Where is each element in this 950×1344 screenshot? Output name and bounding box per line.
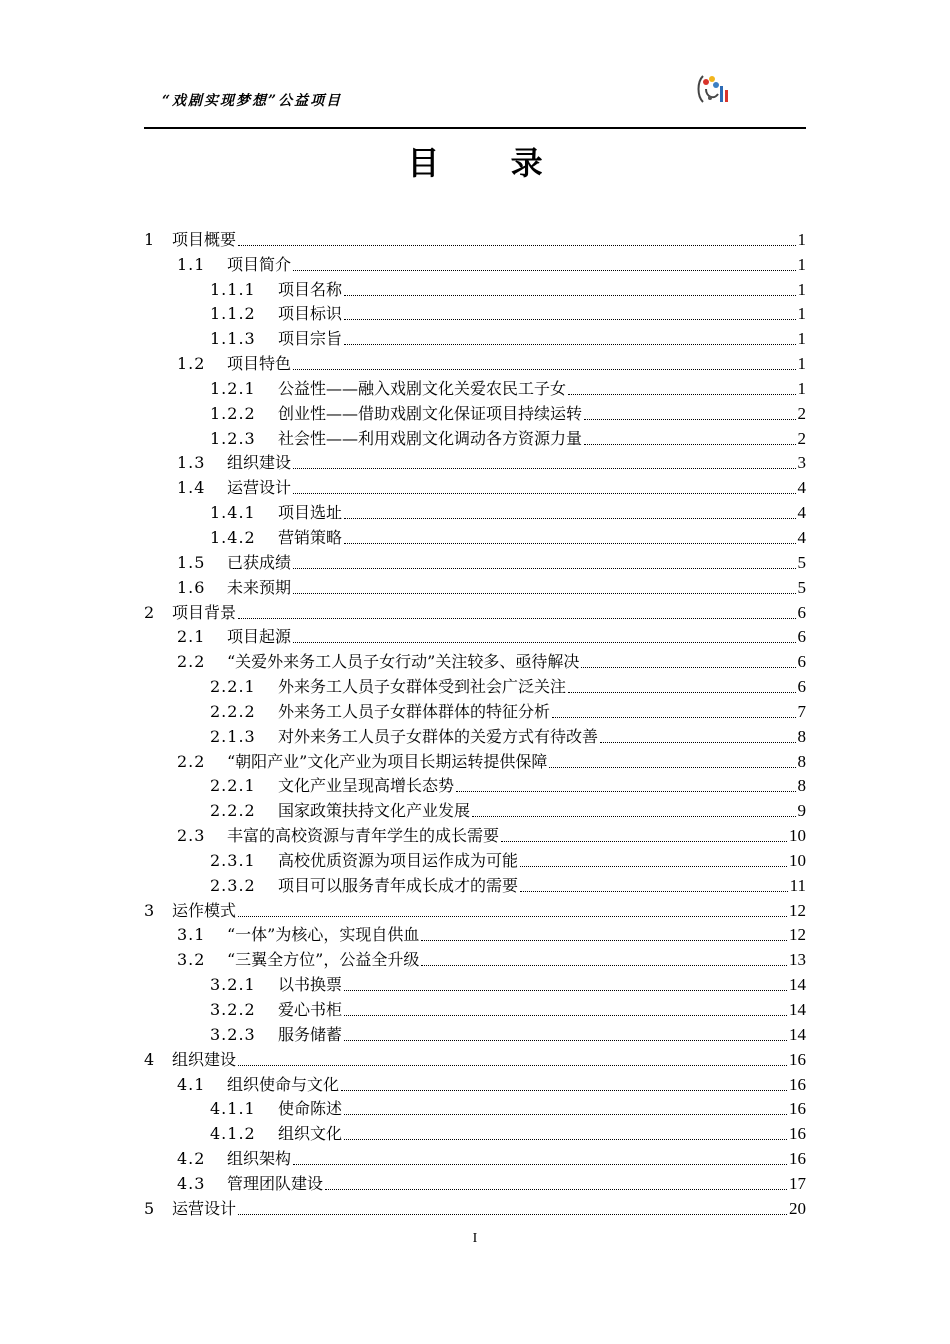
toc-dot-leader xyxy=(552,717,795,718)
toc-entry-page: 4 xyxy=(797,503,806,523)
toc-entry[interactable] xyxy=(144,351,806,376)
toc-entry-title[interactable]: 项目概要 xyxy=(172,229,237,249)
toc-entry[interactable] xyxy=(144,1146,806,1171)
toc-entry-number: 4.1.1 xyxy=(210,1099,256,1119)
toc-entry-title[interactable]: 已获成绩 xyxy=(227,552,292,572)
toc-entry[interactable] xyxy=(144,277,806,302)
toc-entry-page: 17 xyxy=(789,1173,806,1193)
toc-entry-title[interactable]: 项目名称 xyxy=(278,279,343,299)
toc-dot-leader xyxy=(520,891,788,892)
toc-entry-page: 1 xyxy=(797,354,806,374)
toc-entry[interactable] xyxy=(144,699,806,724)
toc-entry-number: 3 xyxy=(144,900,156,920)
toc-entry-title[interactable]: 组织架构 xyxy=(227,1149,292,1169)
toc-dot-leader xyxy=(238,916,787,917)
toc-entry-title[interactable]: 创业性——借助戏剧文化保证项目持续运转 xyxy=(278,403,583,423)
toc-entry-number: 3.2.2 xyxy=(210,1000,256,1019)
toc-dot-leader xyxy=(238,245,795,246)
toc-entry-number: 4.1.2 xyxy=(210,1124,256,1144)
toc-dot-leader xyxy=(325,1189,787,1190)
toc-dot-leader xyxy=(600,742,795,743)
toc-entry-title[interactable]: 高校优质资源为项目运作成为可能 xyxy=(278,850,519,870)
toc-entry[interactable] xyxy=(144,451,806,476)
toc-entry-number: 1.4.1 xyxy=(210,503,256,523)
toc-entry-page: 8 xyxy=(797,726,806,746)
toc-entry[interactable] xyxy=(144,972,806,997)
toc-entry-number: 1.5 xyxy=(177,552,206,572)
toc-entry-page: 1 xyxy=(797,304,806,324)
toc-dot-leader xyxy=(293,593,795,594)
toc-entry-title[interactable]: 社会性——利用戏剧文化调动各方资源力量 xyxy=(278,428,583,448)
toc-entry-number: 1.2.3 xyxy=(210,428,256,448)
toc-dot-leader xyxy=(293,369,795,370)
toc-entry-number: 1.4 xyxy=(177,478,206,498)
toc-entry-title[interactable]: “三翼全方位”，公益全升级 xyxy=(227,950,420,970)
toc-entry-number: 4 xyxy=(144,1049,156,1069)
toc-entry-number: 2.2.1 xyxy=(210,677,256,697)
toc-entry-number: 1.2 xyxy=(177,354,206,374)
toc-entry-number: 1.6 xyxy=(177,577,206,597)
toc-entry[interactable] xyxy=(144,1171,806,1196)
toc-entry-page: 12 xyxy=(789,925,806,945)
toc-entry[interactable] xyxy=(144,525,806,550)
toc-entry-number: 4.2 xyxy=(177,1149,206,1169)
toc-dot-leader xyxy=(568,394,795,395)
toc-entry-page: 1 xyxy=(797,229,806,249)
toc-entry-page: 8 xyxy=(797,751,806,771)
toc-entry-title[interactable]: 组织建设 xyxy=(172,1049,237,1069)
toc-dot-leader xyxy=(421,940,787,941)
toc-entry-page: 4 xyxy=(797,527,806,547)
toc-entry[interactable] xyxy=(144,426,806,451)
toc-dot-leader xyxy=(238,618,795,619)
toc-entry-number: 2.2.2 xyxy=(210,801,256,821)
toc-dot-leader xyxy=(293,1164,787,1165)
toc-entry-page: 1 xyxy=(797,378,806,398)
toc-entry-number: 1.4.2 xyxy=(210,527,256,547)
toc-entry-number: 1.2.1 xyxy=(210,378,256,398)
toc-entry-page: 10 xyxy=(789,850,806,870)
toc-entry[interactable] xyxy=(144,252,806,277)
toc-entry-title[interactable]: 项目简介 xyxy=(227,254,292,274)
table-of-contents xyxy=(144,227,806,1221)
toc-dot-leader xyxy=(581,667,795,668)
toc-dot-leader xyxy=(344,543,795,544)
toc-dot-leader xyxy=(344,295,795,296)
toc-entry-title[interactable]: “一体”为核心，实现自供血 xyxy=(227,925,420,945)
toc-entry-title[interactable]: 对外来务工人员子女群体的关爱方式有待改善 xyxy=(278,726,599,746)
toc-dot-leader xyxy=(344,1114,787,1115)
toc-entry[interactable] xyxy=(144,997,806,1022)
toc-entry-page: 1 xyxy=(797,329,806,349)
toc-entry-page: 5 xyxy=(797,577,806,597)
toc-dot-leader xyxy=(344,1040,787,1041)
toc-entry[interactable] xyxy=(144,947,806,972)
toc-dot-leader xyxy=(520,866,787,867)
toc-entry-title[interactable]: 项目选址 xyxy=(278,503,343,523)
toc-entry-page: 6 xyxy=(797,602,806,622)
toc-dot-leader xyxy=(238,1065,787,1066)
toc-entry[interactable] xyxy=(144,724,806,749)
toc-entry-title[interactable]: 国家政策扶持文化产业发展 xyxy=(278,801,471,821)
toc-entry-number: 3.2 xyxy=(177,950,206,970)
toc-entry-title[interactable]: 未来预期 xyxy=(227,577,292,597)
toc-dot-leader xyxy=(293,642,795,643)
toc-entry-number: 2.3.1 xyxy=(210,850,256,870)
toc-entry-title[interactable]: 项目可以服务青年成长成才的需要 xyxy=(278,875,519,895)
toc-entry[interactable] xyxy=(144,600,806,625)
toc-dot-leader xyxy=(341,1090,787,1091)
toc-entry[interactable] xyxy=(144,823,806,848)
toc-entry[interactable] xyxy=(144,923,806,948)
toc-entry-number: 2.2 xyxy=(177,751,206,771)
toc-entry-page: 9 xyxy=(797,801,806,821)
toc-entry[interactable] xyxy=(144,873,806,898)
toc-entry[interactable] xyxy=(144,326,806,351)
toc-entry-number: 5 xyxy=(144,1198,156,1218)
toc-entry-title[interactable]: 文化产业呈现高增长态势 xyxy=(278,776,455,796)
toc-dot-leader xyxy=(456,791,795,792)
toc-dot-leader xyxy=(568,692,795,693)
toc-entry[interactable] xyxy=(144,674,806,699)
header-divider xyxy=(144,127,806,129)
toc-entry-number: 3.2.1 xyxy=(210,975,256,995)
toc-entry-page: 2 xyxy=(797,403,806,423)
toc-entry-title[interactable]: “朝阳产业”文化产业为项目长期运转提供保障 xyxy=(227,751,548,771)
toc-entry[interactable] xyxy=(144,848,806,873)
page-header xyxy=(144,82,806,130)
toc-entry-title[interactable]: 服务储蓄 xyxy=(278,1024,343,1044)
toc-entry-title[interactable]: 管理团队建设 xyxy=(227,1173,324,1193)
toc-entry-title[interactable]: 项目宗旨 xyxy=(278,329,343,349)
toc-entry-page: 14 xyxy=(789,1024,806,1044)
toc-entry-title[interactable]: 项目特色 xyxy=(227,354,292,374)
toc-dot-leader xyxy=(293,270,795,271)
toc-dot-leader xyxy=(549,767,795,768)
toc-entry-number: 2 xyxy=(144,602,156,622)
toc-entry-title[interactable]: 丰富的高校资源与青年学生的成长需要 xyxy=(227,826,500,846)
toc-entry[interactable] xyxy=(144,1121,806,1146)
toc-entry-page: 12 xyxy=(789,900,806,920)
toc-entry[interactable] xyxy=(144,1196,806,1221)
toc-entry-number: 2.2.1 xyxy=(210,776,256,796)
toc-entry-number: 1 xyxy=(144,229,156,249)
toc-entry[interactable] xyxy=(144,302,806,327)
toc-dot-leader xyxy=(293,493,795,494)
toc-entry-title[interactable]: 使命陈述 xyxy=(278,1099,343,1119)
toc-entry-page: 16 xyxy=(789,1049,806,1069)
toc-entry-page: 10 xyxy=(789,826,806,846)
toc-dot-leader xyxy=(421,965,787,966)
toc-entry-title[interactable]: 组织使命与文化 xyxy=(227,1074,340,1094)
toc-entry-page: 4 xyxy=(797,478,806,498)
toc-entry-number: 1.2.2 xyxy=(210,403,256,423)
toc-dot-leader xyxy=(584,444,795,445)
toc-entry-title[interactable]: 组织建设 xyxy=(227,453,292,473)
toc-entry-page: 8 xyxy=(797,776,806,796)
toc-entry[interactable] xyxy=(144,1072,806,1097)
toc-entry-page: 6 xyxy=(797,652,806,672)
toc-entry[interactable] xyxy=(144,1047,806,1072)
toc-entry-title[interactable]: 运营设计 xyxy=(227,478,292,498)
toc-entry-number: 1.1 xyxy=(177,254,206,274)
toc-entry[interactable] xyxy=(144,798,806,823)
toc-entry-title[interactable]: 外来务工人员子女群体群体的特征分析 xyxy=(278,701,551,721)
toc-dot-leader xyxy=(344,990,787,991)
toc-entry-title[interactable]: 项目标识 xyxy=(278,304,343,324)
toc-entry-page: 14 xyxy=(789,975,806,995)
toc-entry-number: 2.1.3 xyxy=(210,726,256,746)
toc-dot-leader xyxy=(501,841,787,842)
toc-entry-title[interactable]: 爱心书柜 xyxy=(278,1000,343,1019)
toc-entry[interactable] xyxy=(144,898,806,923)
toc-dot-leader xyxy=(293,468,795,469)
toc-entry-number: 1.1.3 xyxy=(210,329,256,349)
toc-entry-page: 16 xyxy=(789,1074,806,1094)
toc-entry-number: 2.3 xyxy=(177,826,206,846)
toc-entry[interactable] xyxy=(144,1022,806,1047)
toc-entry-page: 3 xyxy=(797,453,806,473)
drama-mask-logo-icon xyxy=(694,72,734,106)
toc-dot-leader xyxy=(293,568,795,569)
toc-dot-leader xyxy=(472,816,795,817)
toc-entry-title[interactable]: 公益性——融入戏剧文化关爱农民工子女 xyxy=(278,378,567,398)
toc-entry-title[interactable]: 组织文化 xyxy=(278,1124,343,1144)
toc-entry-title[interactable]: 以书换票 xyxy=(278,975,343,995)
toc-entry[interactable] xyxy=(144,575,806,600)
toc-entry-number: 4.3 xyxy=(177,1173,206,1193)
toc-dot-leader xyxy=(344,1015,787,1016)
toc-entry-number: 2.2 xyxy=(177,652,206,672)
toc-entry[interactable] xyxy=(144,475,806,500)
toc-entry-page: 14 xyxy=(789,1000,806,1019)
toc-entry-page: 6 xyxy=(797,627,806,647)
toc-entry[interactable] xyxy=(144,227,806,252)
toc-dot-leader xyxy=(344,344,795,345)
page-number: I xyxy=(472,1231,478,1246)
toc-entry[interactable] xyxy=(144,649,806,674)
toc-entry-page: 1 xyxy=(797,279,806,299)
toc-dot-leader xyxy=(344,518,795,519)
toc-dot-leader xyxy=(344,319,795,320)
toc-entry-page: 13 xyxy=(789,950,806,970)
toc-entry-page: 20 xyxy=(789,1198,806,1218)
toc-entry-title[interactable]: 外来务工人员子女群体受到社会广泛关注 xyxy=(278,677,567,697)
toc-entry-page: 16 xyxy=(789,1099,806,1119)
toc-entry-title[interactable]: 项目背景 xyxy=(172,602,237,622)
toc-entry-number: 1.1.2 xyxy=(210,304,256,324)
toc-dot-leader xyxy=(344,1139,787,1140)
toc-entry-page: 16 xyxy=(789,1149,806,1169)
toc-entry-number: 1.1.1 xyxy=(210,279,256,299)
toc-entry-number: 4.1 xyxy=(177,1074,206,1094)
page-title: 目 录 xyxy=(407,144,573,182)
toc-entry-number: 2.1 xyxy=(177,627,206,647)
toc-entry[interactable] xyxy=(144,749,806,774)
toc-entry-page: 16 xyxy=(789,1124,806,1144)
toc-entry-number: 2.2.2 xyxy=(210,701,256,721)
toc-entry-number: 2.3.2 xyxy=(210,875,256,895)
toc-entry[interactable] xyxy=(144,625,806,650)
toc-entry-number: 1.3 xyxy=(177,453,206,473)
toc-entry[interactable] xyxy=(144,774,806,799)
toc-entry-page: 6 xyxy=(797,677,806,697)
toc-entry-page: 1 xyxy=(797,254,806,274)
toc-entry-page: 2 xyxy=(797,428,806,448)
toc-entry-title[interactable]: 营销策略 xyxy=(278,527,343,547)
toc-entry-number: 3.1 xyxy=(177,925,206,945)
toc-entry-page: 11 xyxy=(789,875,806,895)
toc-entry[interactable] xyxy=(144,550,806,575)
toc-dot-leader xyxy=(584,419,795,420)
toc-entry[interactable] xyxy=(144,1097,806,1122)
toc-entry-number: 3.2.3 xyxy=(210,1024,256,1044)
toc-entry-page: 5 xyxy=(797,552,806,572)
toc-entry-title[interactable]: 项目起源 xyxy=(227,627,292,647)
toc-dot-leader xyxy=(238,1214,787,1215)
toc-entry-title[interactable]: 运作模式 xyxy=(172,900,237,920)
toc-entry[interactable] xyxy=(144,401,806,426)
toc-entry-title[interactable]: 运营设计 xyxy=(172,1198,237,1218)
toc-entry-title[interactable]: “关爱外来务工人员子女行动”关注较多、亟待解决 xyxy=(227,652,580,672)
header-title: “戏剧实现梦想”公益项目 xyxy=(162,93,343,109)
toc-entry[interactable] xyxy=(144,500,806,525)
toc-entry[interactable] xyxy=(144,376,806,401)
toc-entry-page: 7 xyxy=(797,701,806,721)
